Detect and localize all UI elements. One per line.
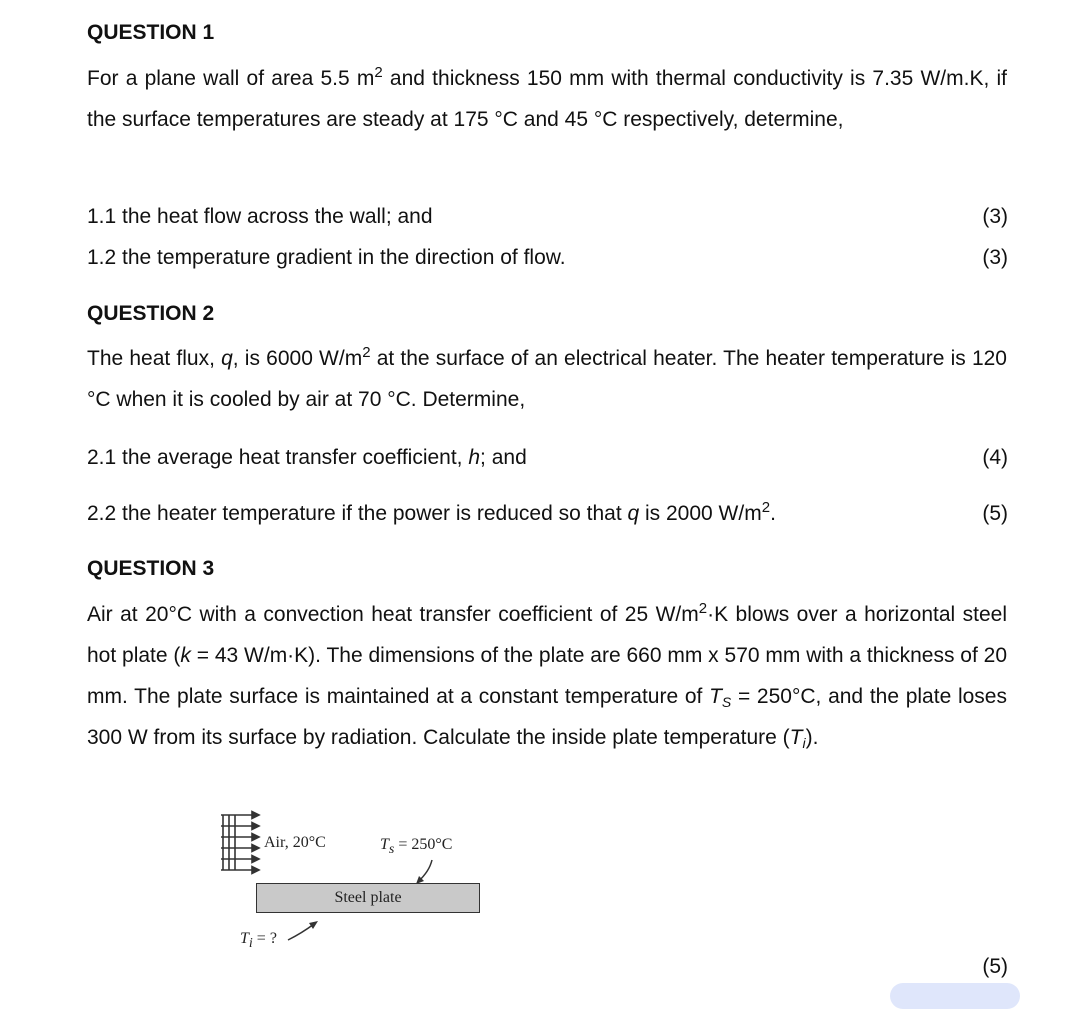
question-2-item-1-marks: (4) — [982, 446, 1008, 469]
question-1-item-2: 1.2 the temperature gradient in the direction of flow. — [87, 246, 566, 269]
steel-plate-label: Steel plate — [334, 889, 402, 906]
question-1-text: For a plane wall of area 5.5 $m^2$ and thickness 150 mm with thermal conductivity is 7.35 W/m.K, if the surface temperatures are steady at 175 °C and 45 °C respectively, determine, — [87, 64, 1007, 131]
inside-pointer-arrow-icon — [284, 918, 324, 944]
question-1-item-1-marks: (3) — [982, 205, 1008, 228]
corner-decoration — [890, 983, 1020, 1009]
air-temperature-label: Air, 20°C — [264, 834, 326, 851]
question-1-heading: QUESTION 1 — [87, 21, 215, 44]
question-2-text: The heat flux, q, is 6000 $W/m^2$ at the surface of an electrical heater. The heater temperature is 120 °C when it is cooled by air at 70 °C. Determine, — [87, 344, 1007, 411]
question-2-item-2: 2.2 the heater temperature if the power is reduced so that q is 2000 $W/m^2$. — [87, 499, 776, 525]
steel-plate — [256, 883, 480, 913]
surface-pointer-arrow-icon — [410, 858, 440, 886]
question-3-marks: (5) — [982, 955, 1008, 978]
question-1-item-2-marks: (3) — [982, 246, 1008, 269]
question-3-heading: QUESTION 3 — [87, 557, 215, 580]
inside-temperature-label: $T_i$ = ? — [240, 930, 277, 951]
question-2-item-2-marks: (5) — [982, 502, 1008, 525]
question-3-text: Air at 20°C with a convection heat transfer coefficient of 25 $W/m^2\cdot K$ blows over a horizontal steel hot plate (k = 43 W/m·K). The dimensions of the plate are 660 mm x 570 mm with a thickness of 20 mm. The plate surface is maintained at a constant temperature of $T_S = 250^\circ C$, and the plate loses 300 W from its surface by radiation. Calculate the inside plate temperature $(T_i)$. — [87, 600, 1007, 751]
question-2-item-1: 2.1 the average heat transfer coefficient, h; and — [87, 446, 527, 469]
question-1-item-1: 1.1 the heat flow across the wall; and — [87, 205, 433, 228]
question-2-heading: QUESTION 2 — [87, 302, 215, 325]
surface-temperature-label: $T_s = 250^\circ C$ — [380, 836, 453, 857]
